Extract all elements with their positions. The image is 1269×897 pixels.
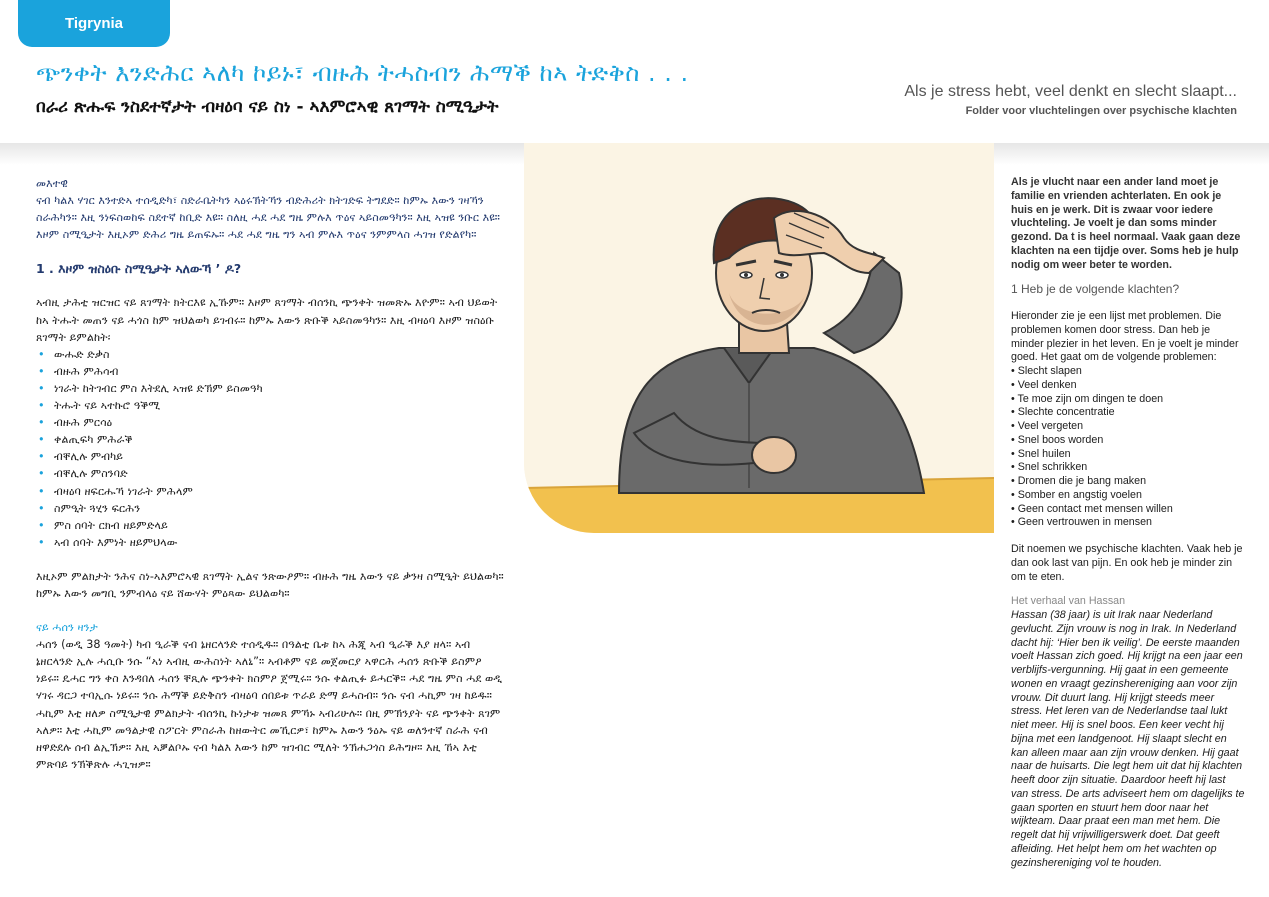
title-dutch: Als je stress hebt, veel denkt en slecht slaapt... xyxy=(904,83,1237,100)
list-item: • Slecht slapen xyxy=(1011,365,1082,377)
list-item: • ምስ ሰባት ርክብ ዘይምድላይ xyxy=(36,517,506,534)
dutch-column xyxy=(1011,176,1245,870)
story-heading-dutch: Het verhaal van Hassan xyxy=(1011,595,1126,608)
list-item: • ብቐሊሉ ምብካይ xyxy=(36,448,506,465)
list-item: • ብቐሊሉ ምስንባድ xyxy=(36,465,506,482)
list-item: • ትሑት ናይ ኣተኩሮ ዓቕሚ xyxy=(36,397,506,414)
language-tab-label: Tigrynia xyxy=(64,15,124,32)
list-item: • ኣብ ሰባት እምነት ዘይምህላው xyxy=(36,534,506,551)
question-heading-tigrinya: 1 . እዞም ዝስዕቡ ስሚዒታት ኣለውኻ ’ ዶ? xyxy=(36,261,242,277)
list-item: • Geen vertrouwen in mensen xyxy=(1011,516,1152,529)
subtitle-dutch: Folder voor vluchtelingen over psychische klachten xyxy=(965,105,1237,117)
list-item: • Slechte concentratie xyxy=(1011,406,1115,419)
list-item: • Te moe zijn om dingen te doen xyxy=(1011,392,1164,405)
page-header xyxy=(0,47,1269,143)
symptom-list-tigrinya xyxy=(36,346,506,551)
symptom-list-dutch xyxy=(1011,365,1245,530)
subtitle-tigrinya: በራሪ ጽሑፍ ንስደተኛታት ብዛዕባ ናይ ስነ - ኣእምሮኣዊ ጸገማት ስሚዒታት xyxy=(36,97,499,117)
list-item: • ብዙሕ ምሕሳብ xyxy=(36,363,506,380)
stressed-man-illustration xyxy=(524,143,994,533)
list-item: • Snel schrikken xyxy=(1011,461,1088,474)
title-tigrinya: ጭንቀት እንድሕር ኣለካ ኮይኑ፣ ብዙሕ ትሓስብን ሕማቕ ከኣ ትድቅስ . . . xyxy=(36,59,689,87)
language-tab[interactable] xyxy=(18,0,170,47)
list-intro-tigrinya: ኣብዚ ታሕቲ ዝርዝር ናይ ጸገማት ክትርእዩ ኢኹም። እዞም ጸገማት ብሰንኪ ጭንቀት ዝመጽኡ እዮም። ኣብ ህይወት ከኣ ትሑት መጠን ናይ ሓጎስ ከም ዝህልወካ ይገብሩ። ከምኡ እውን ጽቡቕ ኣይስመዓካን። እዚ ብዛዕባ እዞም ዝስዕቡ ጸገማት ይምልከት፡ xyxy=(36,296,498,344)
list-item: • ነገራት ከትገብር ምስ እትደሊ ኣዝዩ ድኽም ይስመዓካ xyxy=(36,380,506,397)
question-heading-dutch: 1 Heb je de volgende klachten? xyxy=(1011,282,1180,297)
tigrinya-column xyxy=(36,175,506,773)
closing-text-dutch: Dit noemen we psychische klachten. Vaak heb je dan ook last van pijn. En ook heb je minder zin om te eten. xyxy=(1011,543,1243,583)
intro-text-tigrinya: ናብ ካልእ ሃገር እንተድኣ ተሰዲድካ፣ ስድራቤትካን ኣዕሩኽትኻን ብድሕሪት ክትገድፍ ትግደድ። ከምኡ እውን ገዛኻን ስራሕካን። እዚ ንነፍስወከፍ ስደተኛ ከቢድ እዩ። ስለዚ ሓደ ሓደ ግዜ ምሉእ ጥዕና ኣይስመዓካን። እዚ ኣዝዩ ንቡር እዩ። እዞም ስሚዒታት እዚኦም ድሕሪ ግዜ ይጠፍኡ። ሓደ ሓደ ግዜ ግን ኣብ ምሉእ ጥዕና ንምምላስ ሓገዝ የድልየካ። xyxy=(36,194,501,242)
story-heading-tigrinya: ናይ ሓሰን ዛንታ xyxy=(36,621,98,635)
intro-heading-tigrinya: መእተዊ xyxy=(36,177,68,190)
man-holding-head-icon xyxy=(524,143,994,533)
list-item: • ብዙሕ ምርሳዕ xyxy=(36,414,506,431)
list-item: • Veel vergeten xyxy=(1011,420,1084,432)
list-item: • Geen contact met mensen willen xyxy=(1011,502,1173,515)
story-text-tigrinya: ሓሰን (ወዲ 38 ዓመት) ካብ ዒራቕ ናብ ኔዘርላንድ ተሰዲዱ። በዓልቲ ቤቱ ከኣ ሕጂ ኣብ ዒራቕ እያ ዘላ። ኣብ ኔዘርላንድ ኢሉ ሓሲቡ ንሱ “ኣነ ኣብዚ ውሕስነት ኣለኒ”። ኣብቶም ናይ መጀመርያ ኣዋርሕ ሓሰን ጽቡቕ ይስምዖ ነይሩ። ዴሓር ግን ቀስ እንዳበለ ሓሰን ቐጺሉ ጭንቀት ክስምዖ ጀሚሩ። ንሱ ቀልጢፉ ይሓርቕ። ሓደ ግዜ ምስ ሓደ ወዲ ሃገሩ ዳርጋ ተባኢሱ ነይሩ። ንሱ ሕማቕ ይድቅስን ብዛዕባ ሰበይቱ ጥራይ ድማ ይሓስብ። ንሱ ናብ ሓኪም ገዛ ከይዱ። ሓኪም እቲ ዘለዎ ስሚዒታዊ ምልክታት ብሰንኪ ኩነታቱ ዝመጸ ምኻኑ ኣብሪሁሉ። በዚ ምኽንያት ናይ ጭንቀት ጸገም ኣለዎ። እቲ ሓኪም መዓልታዊ ስፖርት ምስራሕ ከዘውትር መኺርዎ፣ ከምኡ እውን ንዕኡ ናይ ወለንተኛ ስራሕ ናብ ዘዋድደሉ ሰብ ልኢኽዎ። እዚ ኣቓልቦኡ ናብ ካልእ እውን ከም ዝገብር ሚለት ንኽሐጋጎስ ይሕግዞ። እዚ ኸኣ እቲ ምጽባይ ንኽቕጽሉ ሓጊዝዎ። xyxy=(36,638,503,771)
list-item: • ቀልጢፍካ ምሕራቕ xyxy=(36,431,506,448)
closing-text-tigrinya: እዚኦም ምልክታት ንሕና ስነ-ኣእምሮኣዊ ጸገማት ኢልና ንጽውዖም። ብዙሕ ግዜ እውን ናይ ቃንዛ ስሚዒት ይህልወካ። ከምኡ እውን መግቢ ንምብላዕ ናይ ሸውሃት ምዕጻው ይህልወካ። xyxy=(36,569,504,600)
list-item: • Dromen die je bang maken xyxy=(1011,475,1147,487)
list-item: • Snel huilen xyxy=(1011,447,1071,460)
intro-text-dutch: Als je vlucht naar een ander land moet je familie en vrienden achterlaten. En ook je huis en je werk. Dit is zwaar voor iedere vluchteling. Je voelt je dan soms minder gezond. Da t is heel normaal. Vaak gaan deze klachten na een tijdje over. Soms heb je hulp nodig om weer beter te worden. xyxy=(1011,176,1241,271)
list-item: • Veel denken xyxy=(1011,378,1077,391)
story-text-dutch: Hassan (38 jaar) is uit Irak naar Nederland gevlucht. Zijn vrouw is nog in Irak. In Nederland dacht hij: ‘Hier ben ik veilig’. De eerste maanden voelt Hassan zich goed. Hij krijgt na een jaar een verblijfs-vergunning. Hij gaat in een gemeente wonen en vraagt gezinshereniging aan voor zijn vrouw. Dit duurt lang. Hij krijgt steeds meer stress. Het leren van de Nederlandse taal lukt niet meer. Hij is snel boos. Een keer vecht hij bijna met een landgenoot. Hij slaapt slecht en kan alleen maar aan zijn vrouw denken. Hij gaat naar de huisarts. Die legt hem uit dat hij klachten heeft door zijn situatie. Daardoor heeft hij last van stress. De arts adviseert hem om dagelijks te gaan sporten en stuurt hem door naar het wijkteam. Daar praat een man met hem. Die regelt dat hij vrijwilligerswerk doet. Dat geeft afleiding. Het helpt hem om het wachten op gezinshereniging vol te houden. xyxy=(1011,609,1245,869)
list-item: • ውሑድ ድቃስ xyxy=(36,346,506,363)
list-item: • ብዛዕባ ዘፍርሑኻ ነገራት ምሕላም xyxy=(36,483,506,500)
list-intro-dutch: Hieronder zie je een lijst met problemen. Die problemen komen door stress. Dan heb je minder plezier in het leven. En je voelt je minder goed. Het gaat om de volgende problemen: xyxy=(1011,310,1239,364)
list-item: • Snel boos worden xyxy=(1011,433,1104,446)
list-item: • ስምዒት ጓሂን ፍርሕን xyxy=(36,500,506,517)
list-item: • Somber en angstig voelen xyxy=(1011,488,1142,501)
